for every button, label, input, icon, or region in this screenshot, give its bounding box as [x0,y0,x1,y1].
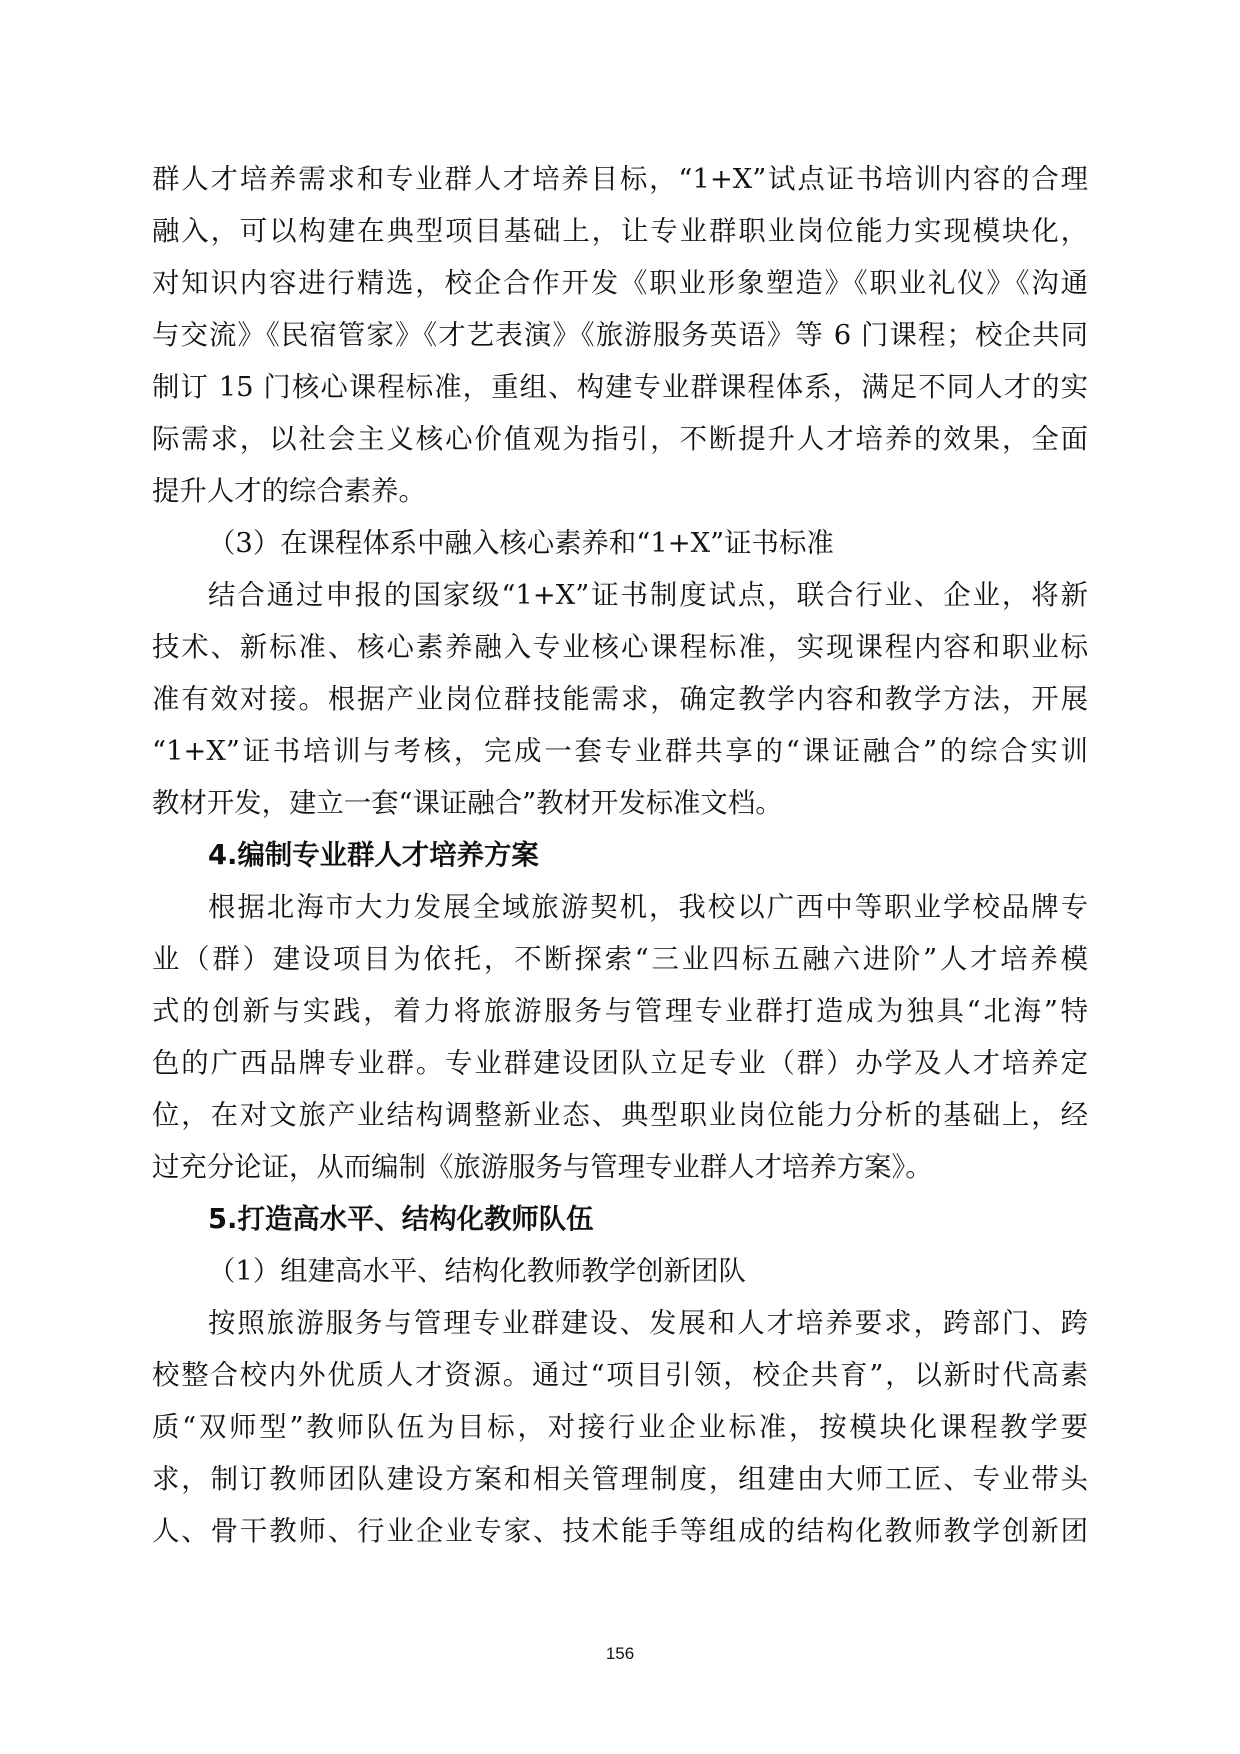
paragraph-line: 色的广西品牌专业群。专业群建设团队立足专业（群）办学及人才培养定 [152,1048,1088,1079]
paragraph-line: 过充分论证，从而编制《旅游服务与管理专业群人才培养方案》。 [152,1152,933,1183]
document-page [152,154,1088,1558]
paragraph-line: 与交流》《民宿管家》《才艺表演》《旅游服务英语》等 6 门课程；校企共同 [152,320,1088,351]
section-heading: 4.编制专业群人才培养方案 [208,840,539,871]
subsection-heading: （1）组建高水平、结构化教师教学创新团队 [208,1256,746,1287]
paragraph-line: 式的创新与实践，着力将旅游服务与管理专业群打造成为独具“北海”特 [152,996,1088,1027]
paragraph-line: 技术、新标准、核心素养融入专业核心课程标准，实现课程内容和职业标 [152,632,1088,663]
paragraph-line: 业（群）建设项目为依托，不断探索“三业四标五融六进阶”人才培养模 [152,944,1088,975]
paragraph-line: 准有效对接。根据产业岗位群技能需求，确定教学内容和教学方法，开展 [152,684,1088,715]
paragraph-line: 根据北海市大力发展全域旅游契机，我校以广西中等职业学校品牌专 [208,892,1088,923]
paragraph-line: 求，制订教师团队建设方案和相关管理制度，组建由大师工匠、专业带头 [152,1464,1088,1495]
paragraph-line: “1+X”证书培训与考核，完成一套专业群共享的“课证融合”的综合实训 [152,736,1088,767]
paragraph-line: 质“双师型”教师队伍为目标，对接行业企业标准，按模块化课程教学要 [152,1412,1088,1443]
subsection-heading: （3）在课程体系中融入核心素养和“1+X”证书标准 [208,528,834,559]
paragraph-line: 校整合校内外优质人才资源。通过“项目引领，校企共育”，以新时代高素 [152,1360,1088,1391]
section-heading: 5.打造高水平、结构化教师队伍 [208,1204,594,1235]
paragraph-line: 教材开发，建立一套“课证融合”教材开发标准文档。 [152,788,783,819]
paragraph-line: 位，在对文旅产业结构调整新业态、典型职业岗位能力分析的基础上，经 [152,1100,1088,1131]
paragraph-line: 对知识内容进行精选，校企合作开发《职业形象塑造》《职业礼仪》《沟通 [152,268,1088,299]
paragraph-line: 际需求，以社会主义核心价值观为指引，不断提升人才培养的效果，全面 [152,424,1088,455]
paragraph-line: 提升人才的综合素养。 [152,476,426,507]
paragraph-line: 融入，可以构建在典型项目基础上，让专业群职业岗位能力实现模块化， [152,216,1088,247]
paragraph-line: 按照旅游服务与管理专业群建设、发展和人才培养要求，跨部门、跨 [208,1308,1088,1339]
paragraph-line: 群人才培养需求和专业群人才培养目标，“1+X”试点证书培训内容的合理 [152,164,1088,195]
page-number: 156 [605,1644,635,1663]
paragraph-line: 结合通过申报的国家级“1+X”证书制度试点，联合行业、企业，将新 [208,580,1088,611]
paragraph-line: 人、骨干教师、行业企业专家、技术能手等组成的结构化教师教学创新团 [152,1516,1088,1547]
paragraph-line: 制订 15 门核心课程标准，重组、构建专业群课程体系，满足不同人才的实 [152,372,1088,403]
